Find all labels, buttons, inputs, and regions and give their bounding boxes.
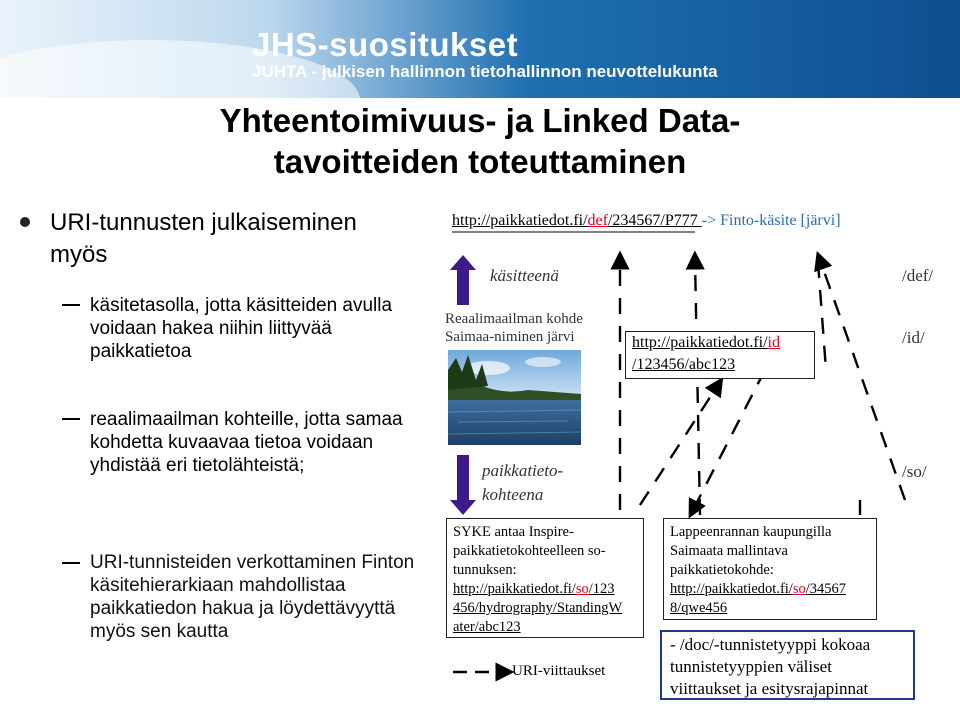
- syke-line1: SYKE antaa Inspire-: [453, 524, 574, 540]
- syke-uri-segment: so: [575, 581, 589, 597]
- lpr-uri-segment: so: [792, 581, 806, 597]
- top-uri-prefix: http://paikkatiedot.fi/: [452, 212, 588, 229]
- id-uri-prefix: http://paikkatiedot.fi/: [632, 334, 768, 351]
- slide-title-line1: Yhteentoimivuus- ja Linked Data-: [219, 102, 741, 139]
- id-uri-rest: /123456/abc123: [632, 356, 736, 373]
- side-label-so: /so/: [902, 462, 927, 481]
- banner-title: JHS-suositukset: [252, 26, 519, 63]
- top-uri-rest: /234567/P777: [607, 212, 702, 229]
- lpr-uri-rest1: /34567: [805, 581, 847, 597]
- doc-line1: - /doc/-tunnistetyyppi kokoaa: [670, 635, 871, 654]
- lpr-uri-rest2: 8/qwe456: [670, 600, 728, 616]
- gis-label: [482, 459, 563, 507]
- syke-uri-rest2: 456/hydrography/StandingW: [453, 600, 623, 616]
- syke-uri-rest3: ater/abc123: [453, 619, 521, 635]
- syke-line3: tunnuksen:: [453, 562, 517, 578]
- lpr-line2: Saimaata mallintava: [670, 543, 788, 559]
- syke-uri-rest1: /123: [588, 581, 615, 597]
- id-uri-box: [625, 331, 815, 379]
- doc-box: [660, 630, 915, 700]
- syke-box: [446, 518, 644, 638]
- real-world-label: [445, 310, 583, 346]
- down-arrow: [450, 455, 476, 515]
- slide-title-line2: tavoitteiden toteuttaminen: [273, 143, 687, 180]
- gis-label-line1: paikkatieto-: [482, 461, 564, 480]
- doc-line3: viittaukset ja esitysrajapinnat: [670, 679, 869, 698]
- sub-bullet-3: URI-tunnisteiden verkottaminen Finton käsitehierarkiaan mahdollistaa paikkatiedon hakua ja löydettävyyttä myös sen kautta: [90, 552, 415, 642]
- sub-bullet-2: reaalimaailman kohteille, jotta samaa kohdetta kuvaavaa tietoa voidaan yhdistää eri tietolähteistä;: [90, 409, 403, 476]
- doc-line2: tunnistetyyppien väliset: [670, 657, 832, 676]
- dashed-links: [620, 260, 905, 515]
- lpr-line1: Lappeenrannan kaupungilla: [670, 524, 832, 540]
- gis-label-line2: kohteena: [482, 485, 544, 504]
- banner-subtitle: JUHTA - julkisen hallinnon tietohallinnon neuvottelukunta: [252, 62, 718, 81]
- side-label-id: /id/: [902, 328, 925, 347]
- top-uri: [452, 212, 841, 230]
- lpr-uri-prefix: http://paikkatiedot.fi/: [670, 581, 793, 597]
- top-uri-segment: def: [587, 212, 608, 229]
- side-label-def: /def/: [902, 266, 934, 285]
- lpr-line3: paikkatietokohde:: [670, 562, 774, 578]
- lappeenranta-box: [663, 518, 877, 620]
- syke-uri-prefix: http://paikkatiedot.fi/: [453, 581, 576, 597]
- id-uri-segment: id: [767, 334, 780, 351]
- concept-label: käsitteenä: [490, 266, 559, 285]
- real-world-line1: Reaalimaailman kohde: [445, 311, 583, 327]
- legend-label: URI-viittaukset: [512, 663, 606, 679]
- real-world-line2: Saimaa-niminen järvi: [445, 329, 575, 345]
- main-bullet: URI-tunnusten julkaiseminen myös: [50, 209, 357, 268]
- top-uri-arrow-text: -> Finto-käsite [järvi]: [701, 212, 841, 229]
- sub-bullet-1: käsitetasolla, jotta käsitteiden avulla voidaan hakea niihin liittyvää paikkatietoa: [90, 295, 393, 362]
- up-arrow: [450, 255, 476, 305]
- syke-line2: paikkatietokohteelleen so-: [453, 543, 606, 559]
